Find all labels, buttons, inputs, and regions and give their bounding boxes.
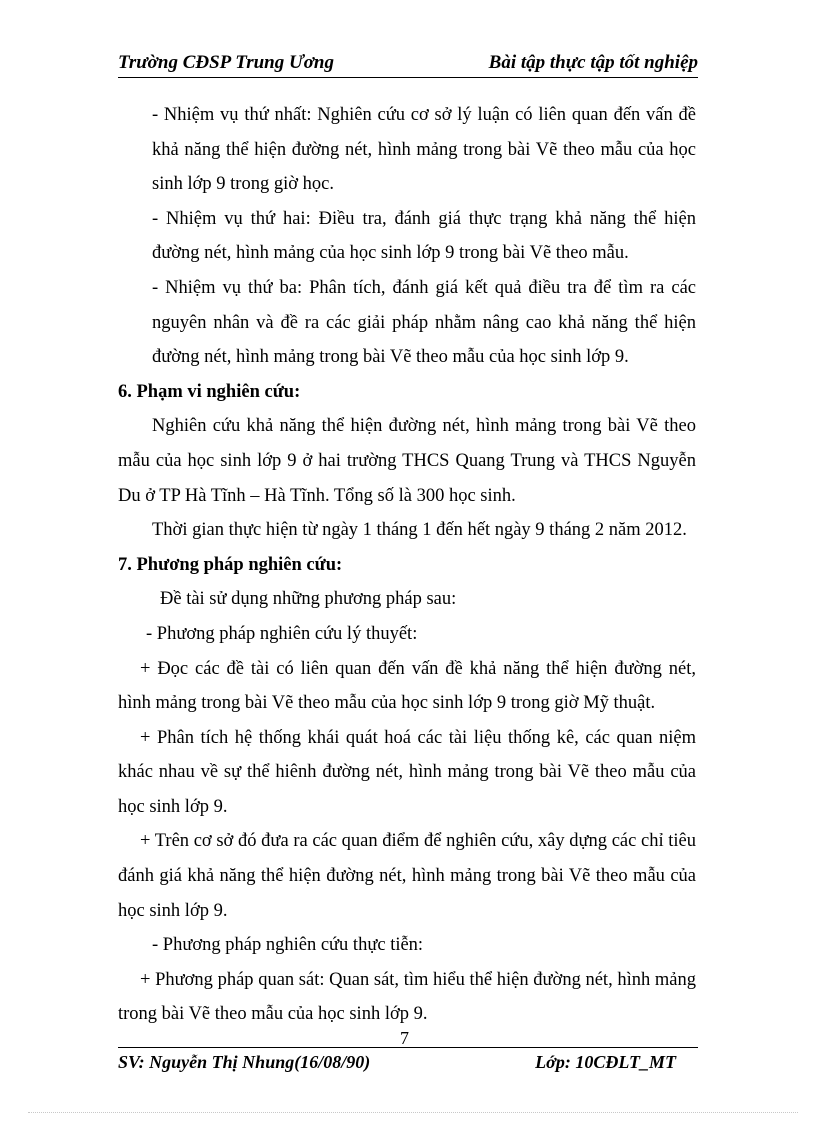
header-rule (118, 77, 698, 78)
paragraph-scope: Nghiên cứu khả năng thể hiện đường nét, hình mảng trong bài Vẽ theo mẫu của học sinh lớp 9 ở hai trường THCS Quang Trung và THCS Nguyễn Du ở TP Hà Tĩnh – Hà Tĩnh. Tổng số là 300 học sinh. (118, 416, 696, 506)
page-bottom-divider (28, 1112, 798, 1113)
document-body (118, 98, 696, 1032)
paragraph-theory-method: - Phương pháp nghiên cứu lý thuyết: (146, 623, 418, 644)
footer-class: Lớp: 10CĐLT_MT (535, 1052, 676, 1072)
header-title: Bài tập thực tập tốt nghiệp (488, 52, 698, 73)
paragraph-time: Thời gian thực hiện từ ngày 1 tháng 1 đến hết ngày 9 tháng 2 năm 2012. (152, 520, 687, 541)
paragraph-practice-1: + Phương pháp quan sát: Quan sát, tìm hiểu thể hiện đường nét, hình mảng trong bài Vẽ theo mẫu của học sinh lớp 9. (118, 969, 696, 1025)
paragraph-methods-intro: Đề tài sử dụng những phương pháp sau: (160, 589, 457, 610)
paragraph-theory-3: + Trên cơ sở đó đưa ra các quan điểm để nghiên cứu, xây dựng các chỉ tiêu đánh giá khả năng thể hiện đường nét, hình mảng trong bài Vẽ theo mẫu của học sinh lớp 9. (118, 831, 696, 921)
paragraph-practice-method: - Phương pháp nghiên cứu thực tiễn: (152, 935, 424, 956)
paragraph-theory-1: + Đọc các đề tài có liên quan đến vấn đề khả năng thể hiện đường nét, hình mảng trong bài Vẽ theo mẫu của học sinh lớp 9 trong giờ Mỹ thuật. (118, 658, 696, 714)
footer-student: SV: Nguyễn Thị Nhung(16/08/90) (118, 1052, 371, 1072)
header-school: Trường CĐSP Trung Ương (118, 52, 334, 73)
section-heading-methods: 7. Phương pháp nghiên cứu: (118, 554, 343, 575)
paragraph-theory-2: + Phân tích hệ thống khái quát hoá các tài liệu thống kê, các quan niệm khác nhau về sự thể hiênh đường nét, hình mảng trong bài Vẽ theo mẫu của học sinh lớp 9. (118, 727, 696, 817)
section-heading-scope: 6. Phạm vi nghiên cứu: (118, 381, 301, 402)
paragraph-task-3: - Nhiệm vụ thứ ba: Phân tích, đánh giá kết quả điều tra để tìm ra các nguyên nhân và đề ra các giải pháp nhằm nâng cao khả năng thể hiện đường nét, hình mảng trong bài Vẽ theo mẫu của học sinh lớp 9. (152, 277, 696, 368)
paragraph-task-1: - Nhiệm vụ thứ nhất: Nghiên cứu cơ sở lý luận có liên quan đến vấn đề khả năng thể hiện đường nét, hình mảng trong bài Vẽ theo mẫu của học sinh lớp 9 trong giờ học. (152, 105, 696, 195)
paragraph-task-2: - Nhiệm vụ thứ hai: Điều tra, đánh giá thực trạng khả năng thể hiện đường nét, hình mảng của học sinh lớp 9 trong bài Vẽ theo mẫu. (152, 208, 696, 264)
footer-rule (118, 1047, 698, 1048)
page-header (118, 50, 698, 76)
page-number: 7 (400, 1028, 409, 1048)
